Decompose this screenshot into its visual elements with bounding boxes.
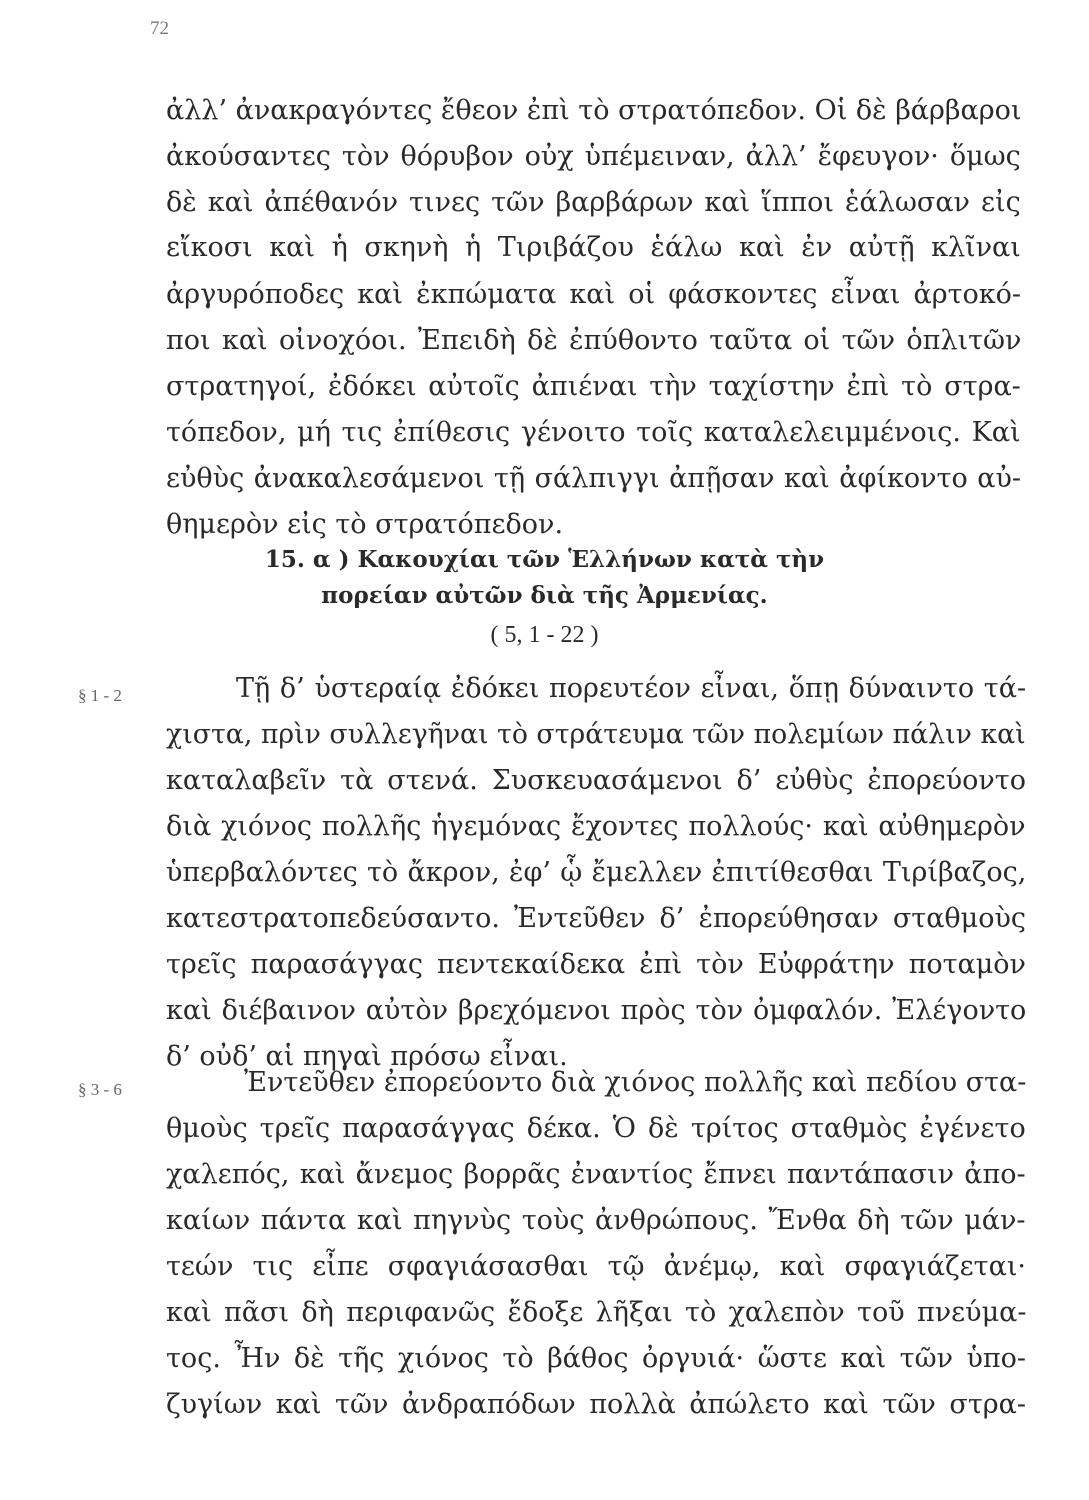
text-line: ὑπερβαλόντες τὸ ἄκρον, ἐφ’ ᾧ ἔμελλεν ἐπιτίθεσθαι Τιρίβαζος, [166, 857, 1027, 888]
text-line: εὐθὺς ἀνακαλεσάμενοι τῇ σάλπιγγι ἀπῇσαν καὶ ἀφίκοντο αὐ- [166, 463, 1022, 494]
text-line: χιστα, πρὶν συλλεγῆναι τὸ στράτευμα τῶν πολεμίων πάλιν καὶ [166, 719, 1026, 750]
text-line: Τῇ δ’ ὑστεραίᾳ ἐδόκει πορευτέον εἶναι, ὅπῃ δύναιντο τά- [236, 673, 1027, 704]
section-heading-line-2: πορείαν αὐτῶν διὰ τῆς Ἀρμενίας. [321, 582, 768, 609]
text-line: καίων πάντα καὶ πηγνὺς τοὺς ἀνθρώπους. Ἔνθα δὴ τῶν μάν- [166, 1205, 1026, 1236]
section-reference: ( 5, 1 - 22 ) [490, 622, 599, 648]
text-line: καταλαβεῖν τὰ στενά. Συσκευασάμενοι δ’ εὐθὺς ἐπορεύοντο [166, 765, 1027, 796]
text-line: καὶ διέβαινον αὐτὸν βρεχόμενοι πρὸς τὸν ὀμφαλόν. Ἐλέγοντο [166, 995, 1027, 1026]
text-line: ἀλλ’ ἀνακραγόντες ἔθεον ἐπὶ τὸ στρατόπεδον. Οἱ δὲ βάρβαροι [166, 95, 1022, 126]
text-line: δὲ καὶ ἀπέθανόν τινες τῶν βαρβάρων καὶ ἵπποι ἑάλωσαν εἰς [166, 187, 1021, 218]
text-line: Ἐντεῦθεν ἐπορεύοντο διὰ χιόνος πολλῆς καὶ πεδίου στα- [244, 1067, 1027, 1098]
text-line: κατεστρατοπεδεύσαντο. Ἐντεῦθεν δ’ ἐπορεύθησαν σταθμοὺς [166, 903, 1027, 934]
text-line: διὰ χιόνος πολλῆς ἡγεμόνας ἔχοντες πολλούς· καὶ αὐθημερὸν [166, 811, 1026, 842]
text-line: χαλεπός, καὶ ἄνεμος βορρᾶς ἐναντίος ἔπνει παντάπασιν ἀπο- [166, 1159, 1026, 1190]
text-line: θμοὺς τρεῖς παρασάγγας δέκα. Ὁ δὲ τρίτος σταθμὸς ἐγένετο [166, 1113, 1026, 1144]
text-line: τεών τις εἶπε σφαγιάσασθαι τῷ ἀνέμῳ, καὶ σφαγιάζεται· [166, 1251, 1026, 1282]
text-line: ζυγίων καὶ τῶν ἀνδραπόδων πολλὰ ἀπώλετο καὶ τῶν στρα- [166, 1389, 1027, 1420]
text-line: ἀργυρόποδες καὶ ἐκπώματα καὶ οἱ φάσκοντες εἶναι ἀρτοκό- [166, 279, 1022, 310]
text-line: εἴκοσι καὶ ἡ σκηνὴ ἡ Τιριβάζου ἑάλω καὶ ἐν αὐτῇ κλῖναι [166, 232, 1021, 263]
text-line: στρατηγοί, ἐδόκει αὐτοῖς ἀπιέναι τὴν ταχίστην ἐπὶ τὸ στρα- [166, 371, 1021, 402]
text-line: τόπεδον, μή τις ἐπίθεσις γένοιτο τοῖς καταλελειμμένοις. Καὶ [166, 417, 1021, 448]
text-line: τρεῖς παρασάγγας πεντεκαίδεκα ἐπὶ τὸν Εὐφράτην ποταμὸν [166, 949, 1026, 980]
text-line: ἀκούσαντες τὸν θόρυβον οὐχ ὑπέμειναν, ἀλλ’ ἔφευγον· ὅμως [166, 141, 1021, 172]
text-line: θημερὸν εἰς τὸ στρατόπεδον. [166, 509, 564, 540]
text-line: καὶ πᾶσι δὴ περιφανῶς ἔδοξε λῆξαι τὸ χαλεπὸν τοῦ πνεύμα- [166, 1297, 1027, 1328]
text-line: δ’ οὐδ’ αἱ πηγαὶ πρόσω εἶναι. [166, 1041, 568, 1072]
section-marker: § 1 - 2 [78, 686, 122, 705]
text-line: τος. Ἦν δὲ τῆς χιόνος τὸ βάθος ὀργυιά· ὥστε καὶ τῶν ὑπο- [166, 1343, 1027, 1374]
section-heading-line-1: 15. α ) Κακουχίαι τῶν Ἑλλήνων κατὰ τὴν [264, 546, 825, 573]
page-number: 72 [150, 18, 169, 39]
text-line: ποι καὶ οἰνοχόοι. Ἐπειδὴ δὲ ἐπύθοντο ταῦτα οἱ τῶν ὁπλιτῶν [166, 325, 1022, 356]
section-marker: § 3 - 6 [78, 1080, 122, 1099]
